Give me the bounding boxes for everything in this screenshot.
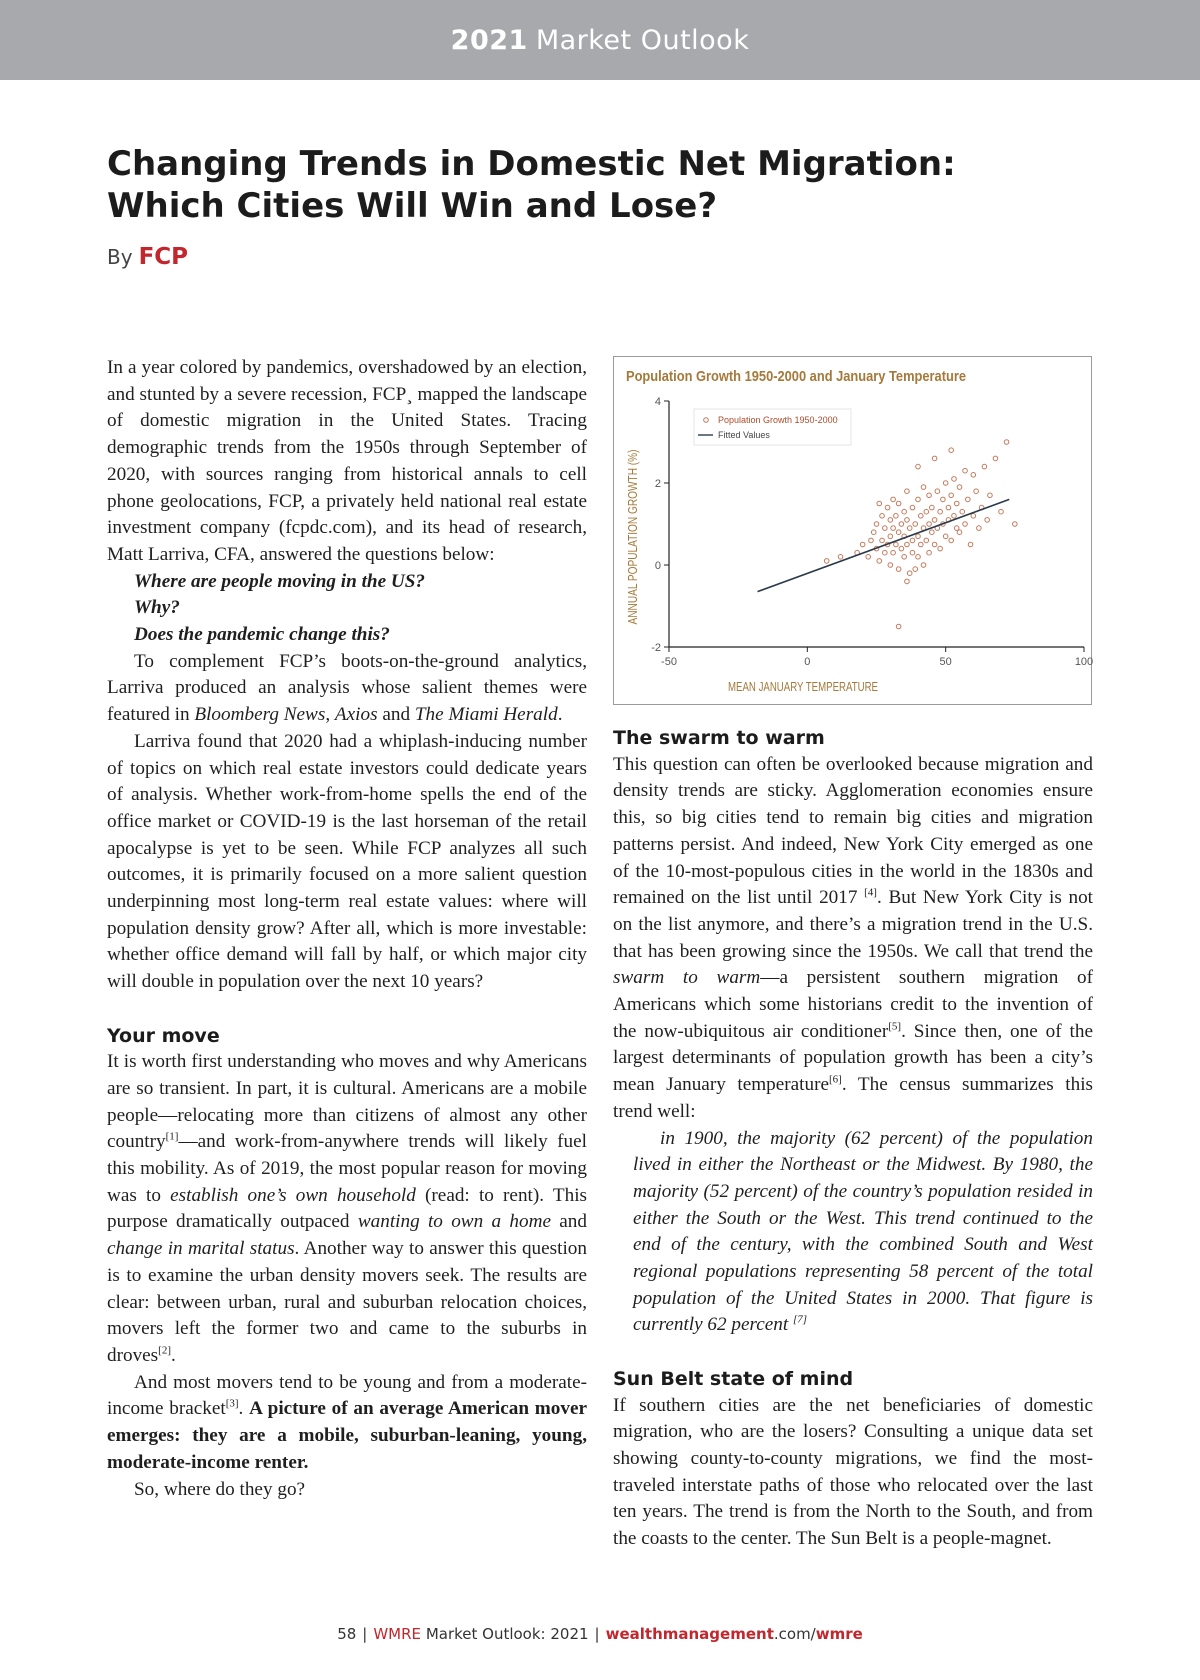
data-point xyxy=(924,538,929,543)
data-point xyxy=(860,542,865,547)
fitted-line xyxy=(758,499,1010,591)
data-point xyxy=(896,501,901,506)
legend-label: Population Growth 1950-2000 xyxy=(718,415,838,425)
header-year: 2021 xyxy=(450,24,528,56)
data-point xyxy=(907,571,912,576)
data-point xyxy=(963,522,968,527)
footer-url[interactable]: wealthmanagement.com/wmre xyxy=(605,1625,863,1643)
data-point xyxy=(918,542,923,547)
data-point xyxy=(888,563,893,568)
data-point xyxy=(877,559,882,564)
data-point xyxy=(932,542,937,547)
data-point xyxy=(1013,522,1018,527)
data-point xyxy=(913,522,918,527)
scatter-chart-svg xyxy=(614,357,1094,704)
data-point xyxy=(880,538,885,543)
data-point xyxy=(883,550,888,555)
data-point xyxy=(905,542,910,547)
footer-label: Market Outlook: 2021 xyxy=(425,1625,589,1643)
paragraph-movers: And most movers tend to be young and from a moderate-income bracket[3]. A picture of an average American mover emerges: they are a mobile, suburban-leaning, young, moderate-income renter. xyxy=(107,1371,588,1473)
paragraph-where: So, where do they go? xyxy=(134,1478,306,1500)
data-point xyxy=(888,534,893,539)
y-tick-label: 4 xyxy=(654,396,661,408)
paragraph-intro: In a year colored by pandemics, overshadowed by an election, and stunted by a severe recession, FCP¸ mapped the landscape of domestic migration in the United States. Tracing demographic trends from the 1950s through September of 2020, with sources ranging from historical annals to cell phone geolocations, FCP, a privately held national real estate investment company (fcpdc.com), and its head of research, Matt Larriva, CFA, answered the questions below: xyxy=(107,357,587,565)
data-point xyxy=(971,473,976,478)
x-tick-label: -50 xyxy=(661,656,677,668)
legend-label: Fitted Values xyxy=(718,430,770,440)
data-point xyxy=(916,534,921,539)
footnote-ref: [5] xyxy=(888,1020,902,1033)
paragraph-transient: It is worth first understanding who moves and why Americans are so transient. In part, it is cultural. Americans are a mobile people—relocating more than citizens of almost any other country[1]—and work-from-anywhere trends will likely fuel this mobility. As of 2019, the most popular reason for moving was to establish one’s own household (read: to rent). This purpose dramatically outpaced wanting to own a home and change in marital status. Another way to answer this question is to examine the urban density movers seek. The results are clear: between urban, rural and suburban relocation choices, movers left the former two and came to the suburbs in droves[2]. xyxy=(107,1051,588,1366)
data-point xyxy=(891,526,896,531)
data-point xyxy=(960,509,965,514)
data-point xyxy=(899,546,904,551)
data-point xyxy=(949,448,954,453)
scatter-chart xyxy=(613,356,1092,705)
data-point xyxy=(932,518,937,523)
data-point xyxy=(968,542,973,547)
data-point xyxy=(943,481,948,486)
data-point xyxy=(883,526,888,531)
data-point xyxy=(866,555,871,560)
data-point xyxy=(999,509,1004,514)
header-title: Market Outlook xyxy=(535,24,750,56)
right-column xyxy=(613,725,1093,1553)
data-point xyxy=(977,526,982,531)
y-axis-label: ANNUAL POPULATION GROWTH (%) xyxy=(625,399,640,625)
footnote-ref: [2] xyxy=(158,1344,171,1357)
data-point xyxy=(888,518,893,523)
data-point xyxy=(966,497,971,502)
data-point xyxy=(869,538,874,543)
x-tick-label: 100 xyxy=(1074,656,1094,668)
data-point xyxy=(910,505,915,510)
y-tick-label: -2 xyxy=(651,642,661,654)
article-title-line1: Changing Trends in Domestic Net Migration: xyxy=(107,144,956,184)
data-point xyxy=(824,559,829,564)
data-point xyxy=(930,530,935,535)
paragraph-whiplash: Larriva found that 2020 had a whiplash-inducing number of topics on which real estate investors could dedicate years of analysis. Whether work-from-home spells the end of the office market or COVID-19 is the last horseman of the retail apocalypse is yet to be seen. While FCP analyzes all such outcomes, it is primarily focused on a more salient question underpinning most long-term real estate values: where will population density grow? After all, which is more investable: whether office demand will fall by half, or which major city will double in population over the next 10 years? xyxy=(107,730,587,993)
data-point xyxy=(905,579,910,584)
data-point xyxy=(896,567,901,572)
data-point xyxy=(927,493,932,498)
data-point xyxy=(905,489,910,494)
data-point xyxy=(894,514,899,519)
chart-title: Population Growth 1950-2000 and January Temperature xyxy=(626,368,966,385)
data-point xyxy=(932,456,937,461)
article-title-line2: Which Cities Will Win and Lose? xyxy=(107,186,718,226)
data-point xyxy=(894,542,899,547)
page-number: 58 xyxy=(337,1625,357,1643)
question-3: Does the pandemic change this? xyxy=(134,624,390,646)
data-point xyxy=(896,530,901,535)
data-point xyxy=(921,485,926,490)
y-tick-label: 0 xyxy=(654,560,661,572)
data-point xyxy=(952,477,957,482)
data-point xyxy=(916,555,921,560)
data-point xyxy=(891,550,896,555)
footnote-ref: [3] xyxy=(225,1398,239,1411)
data-point xyxy=(935,489,940,494)
data-point xyxy=(971,514,976,519)
byline-author: FCP xyxy=(138,244,189,270)
heading-sun-belt: Sun Belt state of mind xyxy=(613,1367,854,1390)
byline xyxy=(107,244,188,270)
heading-your-move: Your move xyxy=(107,1024,220,1047)
y-tick-label: 2 xyxy=(654,478,661,490)
census-quote: in 1900, the majority (62 percent) of the population lived in either the Northeast or the Midwest. By 1980, the majority (52 percent) of the country’s population resided in either the South or the West. This trend continued to the end of the century, with the combined South and West regional populations representing 58 percent of the total population of the United States in 2000. That figure is currently 62 percent [7] xyxy=(633,1127,1093,1336)
data-point xyxy=(988,493,993,498)
byline-label: By xyxy=(107,245,133,269)
x-axis-label: MEAN JANUARY TEMPERATURE xyxy=(728,679,879,694)
data-point xyxy=(943,534,948,539)
data-point xyxy=(902,555,907,560)
data-point xyxy=(880,514,885,519)
footnote-ref: [1] xyxy=(165,1130,179,1143)
data-point xyxy=(918,514,923,519)
footnote-ref: [7] xyxy=(793,1314,808,1327)
data-point xyxy=(921,563,926,568)
question-2: Why? xyxy=(134,597,180,619)
data-point xyxy=(954,501,959,506)
data-point xyxy=(891,497,896,502)
data-point xyxy=(838,555,843,560)
data-point xyxy=(982,464,987,469)
heading-swarm-to-warm: The swarm to warm xyxy=(613,727,825,749)
data-point xyxy=(963,468,968,473)
data-point xyxy=(938,546,943,551)
data-point xyxy=(957,485,962,490)
data-point xyxy=(910,550,915,555)
data-point xyxy=(949,538,954,543)
data-point xyxy=(938,509,943,514)
data-point xyxy=(974,489,979,494)
data-point xyxy=(985,518,990,523)
data-point xyxy=(916,464,921,469)
data-point xyxy=(877,501,882,506)
data-point xyxy=(896,624,901,629)
x-tick-label: 50 xyxy=(939,656,952,668)
page-footer: 58 | WMRE Market Outlook: 2021 | wealthmanagement.com/wmre xyxy=(337,1625,863,1643)
paragraph-complement: To complement FCP’s boots-on-the-ground analytics, Larriva produced an analysis whose salient themes were featured in Bloomberg News, Axios and The Miami Herald. xyxy=(107,650,587,726)
data-point xyxy=(913,567,918,572)
data-point xyxy=(885,505,890,510)
data-point xyxy=(952,514,957,519)
footnote-ref: [4] xyxy=(864,886,877,899)
data-point xyxy=(907,526,912,531)
footnote-ref: [6] xyxy=(829,1073,842,1086)
data-point xyxy=(949,493,954,498)
data-point xyxy=(946,505,951,510)
article-title xyxy=(107,143,1007,227)
data-point xyxy=(899,522,904,527)
data-point xyxy=(930,505,935,510)
data-point xyxy=(1004,440,1009,445)
data-point xyxy=(957,530,962,535)
question-1: Where are people moving in the US? xyxy=(134,570,426,592)
data-point xyxy=(927,522,932,527)
footer-brand: WMRE xyxy=(373,1625,422,1643)
paragraph-swarm: This question can often be overlooked because migration and density trends are sticky. Agglomeration economies ensure this, so big cities tend to remain big cities and migration patterns persist. And indeed, New York City emerged as one of the 10-most-populous cities in the world in the 1830s and remained on the list until 2017 [4]. But New York City is not on the list anymore, and there’s a migration trend in the U.S. that has been growing since the 1950s. We call that trend the swarm to warm—a persistent southern migration of Americans which some historians credit to the invention of the now-ubiquitous air conditioner[5]. Since then, one of the largest determinants of population growth has been a city’s mean January temperature[6]. The census summarizes this trend well: xyxy=(613,753,1093,1122)
data-point xyxy=(924,509,929,514)
data-point xyxy=(916,497,921,502)
left-column xyxy=(107,355,587,1503)
header-banner xyxy=(0,0,1200,80)
data-point xyxy=(993,456,998,461)
data-point xyxy=(874,522,879,527)
data-point xyxy=(910,538,915,543)
data-point xyxy=(905,518,910,523)
x-tick-label: 0 xyxy=(804,656,811,668)
data-point xyxy=(927,550,932,555)
data-point xyxy=(902,509,907,514)
data-point xyxy=(871,530,876,535)
paragraph-sun-belt: If southern cities are the net beneficiaries of domestic migration, who are the losers? Consulting a unique data set showing county-to-county migrations, we find the most-traveled interstate paths of those who relocated over the last ten years. The trend is from the North to the South, and from the coasts to the center. The Sun Belt is a people-magnet. xyxy=(613,1394,1093,1550)
data-point xyxy=(941,497,946,502)
